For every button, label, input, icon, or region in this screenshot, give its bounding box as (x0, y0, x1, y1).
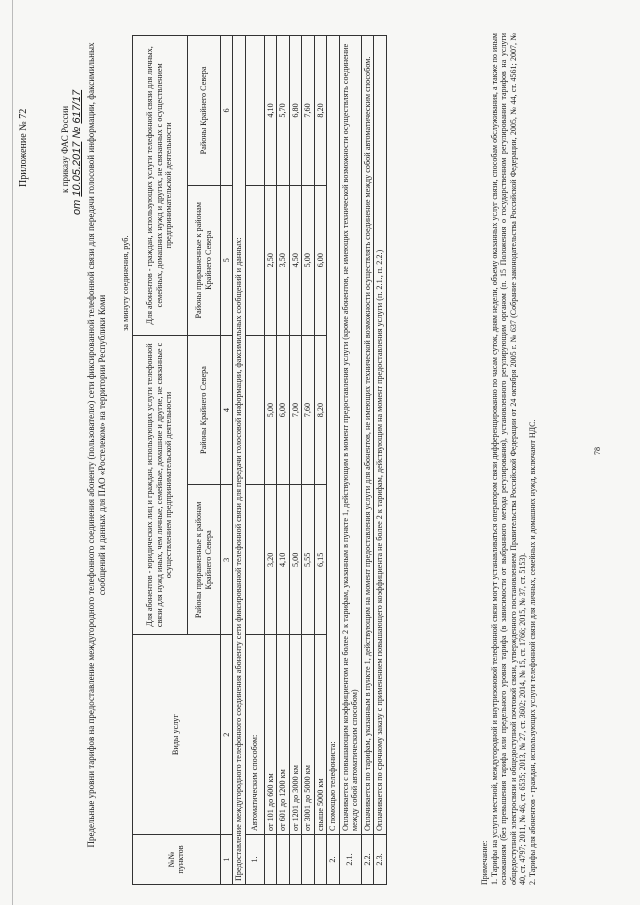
header-north-a: Районы Крайнего Севера (187, 335, 220, 485)
order-no-label: № (71, 126, 83, 139)
row1-label: Автоматическим способом: (245, 635, 264, 835)
table-row (289, 36, 302, 885)
row-value: 4,50 (289, 185, 302, 335)
col-num-3: 3 (220, 485, 233, 635)
column-numbers-row (220, 36, 233, 885)
row23-no: 2.3. (374, 835, 387, 885)
header-equiv-north-b: Районы приравненные к районам Крайнего Севера (187, 185, 220, 335)
section-title: Предоставление междугородного телефонного соединения абоненту сети фиксированной телефонной связи для передачи голосовой информации, факсимильных сообщений и данных: (233, 36, 246, 885)
row-value: 7,60 (302, 335, 315, 485)
row-label: от 3001 до 5000 км (302, 635, 315, 835)
document-title: Предельные уровни тарифов на предоставление междугородного телефонного соединения абоненту (пользователю) сети фиксированной телефонной связи для передачи голосовой информации, факсимильных сообщений и данных для ПАО «Ростелеком» на территории Республики Коми (86, 42, 107, 848)
header-group-legal: Для абонентов - юридических лиц и граждан, использующих услуги телефонной связи для нужд иных, чем личные, семейные, домашние и другие, не связанные с осуществлением предпринимательской деятельности (132, 335, 187, 635)
order-from-label: от (71, 199, 83, 215)
order-date-number (72, 90, 83, 215)
row2-label: С помощью телефониста: (327, 36, 340, 835)
row1-no: 1. (245, 835, 264, 885)
order-date: 10.05.2017 (71, 141, 83, 197)
table-row (264, 36, 277, 885)
row-label: свыше 5000 км (314, 635, 327, 835)
notes-block (480, 33, 538, 885)
row-value: 5,70 (277, 36, 290, 186)
scan-edge-line (12, 0, 13, 905)
note-1: 1. Тарифы на услуги местной, междугородной и внутризоновой телефонной связи могут устанавливаться оператором связи дифференцированно по часам суток, дням недели, объему оказанных услуг связи, способам обслуживания, а также по иным основаниям (без превышения тарифа или предельного уровня тарифа (в зависимости от выбранного метода регулирования), установленного регулирующим органом (п. 15 Положения о государственном регулировании тарифов на услуги общедоступной электросвязи и общедоступной почтовой связи, утвержденного постановлением Правительства Российской Федерации от 24 октября 2005 г. № 637 (Собрание законодательства Российской Федерации, 2005, № 44, ст. 4561; 2007, № 40, ст. 4797; 2011, № 46, ст. 6535; 2013, № 27, ст. 3602; 2014, № 15, ст. 1766; 2015, № 37, ст. 5153). (489, 33, 528, 885)
order-reference: к приказу ФАС России (60, 105, 70, 193)
row-value: 6,00 (277, 335, 290, 485)
notes-heading: Примечание: (480, 840, 489, 885)
row21-text: Оплачивается с повышающим коэффициентом не более 2 к тарифам, указанным в пункте 1, действующим в момент предоставления услуги (кроме абонентов, не имеющих технической возможности осуществлять соединение между собой автоматическим способом) (339, 36, 361, 835)
row-value: 6,00 (314, 185, 327, 335)
row-value: 7,60 (302, 36, 315, 186)
row22-no: 2.2. (361, 835, 374, 885)
appendix-number: Приложение № 72 (18, 108, 29, 187)
row-value: 5,55 (302, 485, 315, 635)
table-row (277, 36, 290, 885)
header-equiv-north-a: Районы приравненные к районам Крайнего Севера (187, 485, 220, 635)
row-value: 8,20 (314, 36, 327, 186)
col-num-1: 1 (220, 835, 233, 885)
row-value: 4,10 (277, 485, 290, 635)
row-value: 7,00 (289, 335, 302, 485)
row-value: 4,10 (264, 36, 277, 186)
row23-text: Оплачивается по срочному заказу с применением повышающего коэффициента не более 2 к тарифам, действующим на момент предоставления услуги (п. 2.1., п. 2.2.) (374, 36, 387, 835)
row-label: от 101 до 600 км (264, 635, 277, 835)
row-value: 2,50 (264, 185, 277, 335)
header-no: №№ пунктов (132, 835, 220, 885)
row2-no: 2. (327, 835, 340, 885)
col-num-4: 4 (220, 335, 233, 485)
note-2: 2. Тарифы для абонентов - граждан, использующих услуги телефонной связи для личных, семейных и домашних нужд, включают НДС. (527, 419, 537, 885)
row22-text: Оплачивается по тарифам, указанным в пункте 1, действующим на момент предоставления услуги для абонентов, не имеющих технической возможности осуществлять соединение между собой автоматическим способом. (361, 36, 374, 835)
row-value: 5,00 (302, 185, 315, 335)
row-value: 5,00 (264, 335, 277, 485)
col-num-6: 6 (220, 36, 233, 186)
row-label: от 601 до 1200 км (277, 635, 290, 835)
row-value: 8,20 (314, 335, 327, 485)
page-number: 78 (593, 447, 602, 455)
row-value: 3,50 (277, 185, 290, 335)
header-service-type: Виды услуг (132, 635, 220, 835)
table-row (314, 36, 327, 885)
header-north-b: Районы Крайнего Севера (187, 36, 220, 186)
header-group-citizens: Для абонентов - граждан, использующих услуги телефонной связи для личных, семейных, домашних нужд и других, не связанных с осуществлением предпринимательской деятельности (132, 36, 187, 336)
unit-label: за минуту соединения, руб. (120, 36, 132, 885)
col-num-2: 2 (220, 635, 233, 835)
row-value: 6,80 (289, 36, 302, 186)
order-number: 617/17 (71, 89, 83, 124)
col-num-5: 5 (220, 185, 233, 335)
table-row (302, 36, 315, 885)
row-label: от 1201 до 3000 км (289, 635, 302, 835)
row-value: 3,20 (264, 485, 277, 635)
row-value: 6,15 (314, 485, 327, 635)
row-value: 5,00 (289, 485, 302, 635)
row21-no: 2.1. (339, 835, 361, 885)
tariff-table (120, 35, 387, 885)
